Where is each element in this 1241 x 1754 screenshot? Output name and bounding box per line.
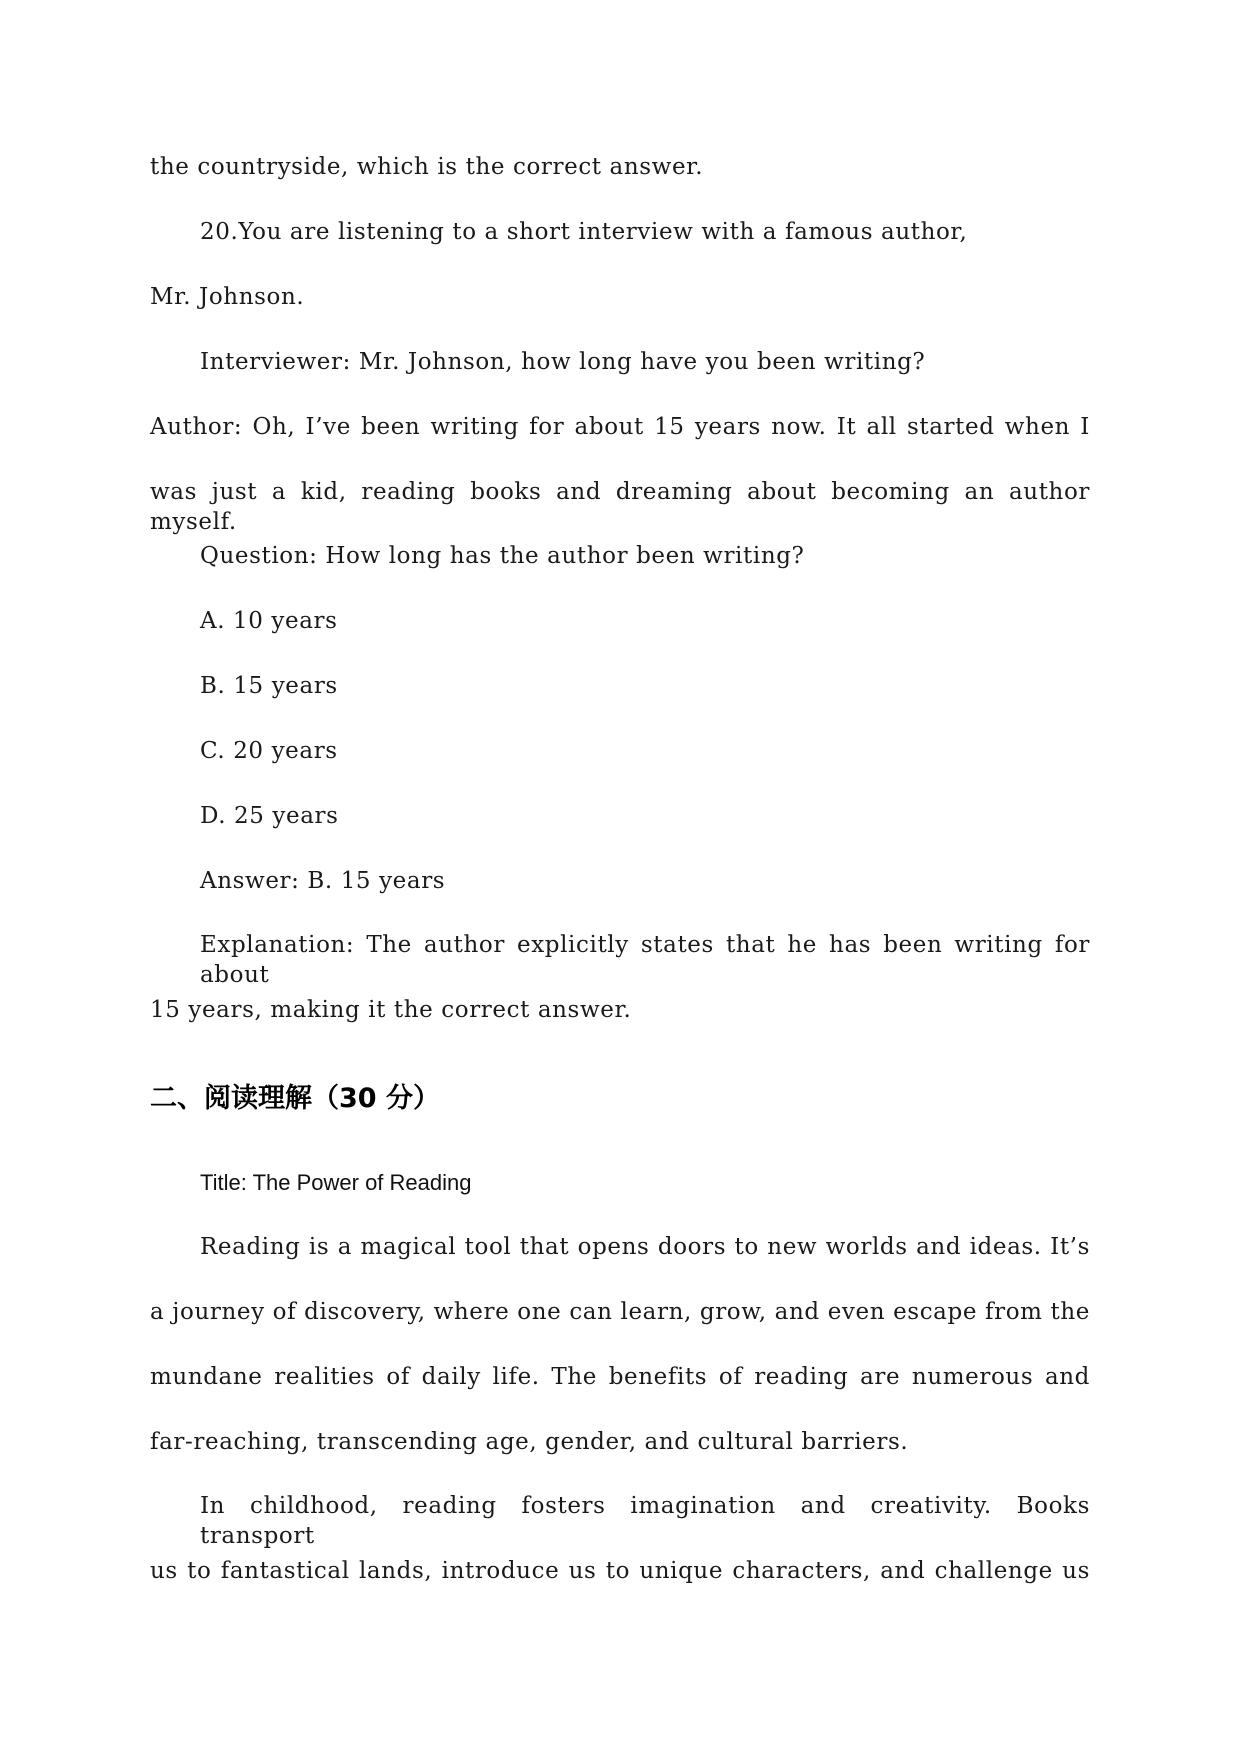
- q20-author-line1: Author: Oh, I’ve been writing for about 15 years now. It all started when I: [150, 414, 1090, 440]
- q20-prompt-line1: 20.You are listening to a short interview with a famous author,: [200, 219, 968, 245]
- q20-explanation-line1: Explanation: The author explicitly states that he has been writing for about: [200, 932, 1090, 988]
- para1-line4: far-reaching, transcending age, gender, and cultural barriers.: [150, 1429, 909, 1455]
- para1-line1: Reading is a magical tool that opens doors to new worlds and ideas. It’s: [200, 1234, 1090, 1260]
- q20-option-b: B. 15 years: [200, 673, 338, 699]
- section-heading-reading-comprehension: 二、阅读理解（30 分）: [150, 1083, 440, 1114]
- q20-question: Question: How long has the author been writing?: [200, 543, 805, 569]
- q20-answer: Answer: B. 15 years: [200, 868, 446, 894]
- q20-author-line2: was just a kid, reading books and dreaming about becoming an author myself.: [150, 479, 1090, 535]
- q20-option-a: A. 10 years: [200, 608, 338, 634]
- para2-line1: In childhood, reading fosters imagination and creativity. Books transport: [200, 1493, 1090, 1549]
- para1-line2: a journey of discovery, where one can learn, grow, and even escape from the: [150, 1299, 1090, 1325]
- q20-explanation-line2: 15 years, making it the correct answer.: [150, 997, 632, 1023]
- q20-prompt-line2: Mr. Johnson.: [150, 284, 305, 310]
- q20-option-c: C. 20 years: [200, 738, 338, 764]
- q20-interviewer-line: Interviewer: Mr. Johnson, how long have you been writing?: [200, 349, 926, 375]
- passage-title: Title: The Power of Reading: [200, 1170, 472, 1195]
- q19-explanation-tail: the countryside, which is the correct answer.: [150, 154, 704, 180]
- para1-line3: mundane realities of daily life. The benefits of reading are numerous and: [150, 1364, 1090, 1390]
- q20-option-d: D. 25 years: [200, 803, 339, 829]
- para2-line2: us to fantastical lands, introduce us to unique characters, and challenge us: [150, 1558, 1090, 1584]
